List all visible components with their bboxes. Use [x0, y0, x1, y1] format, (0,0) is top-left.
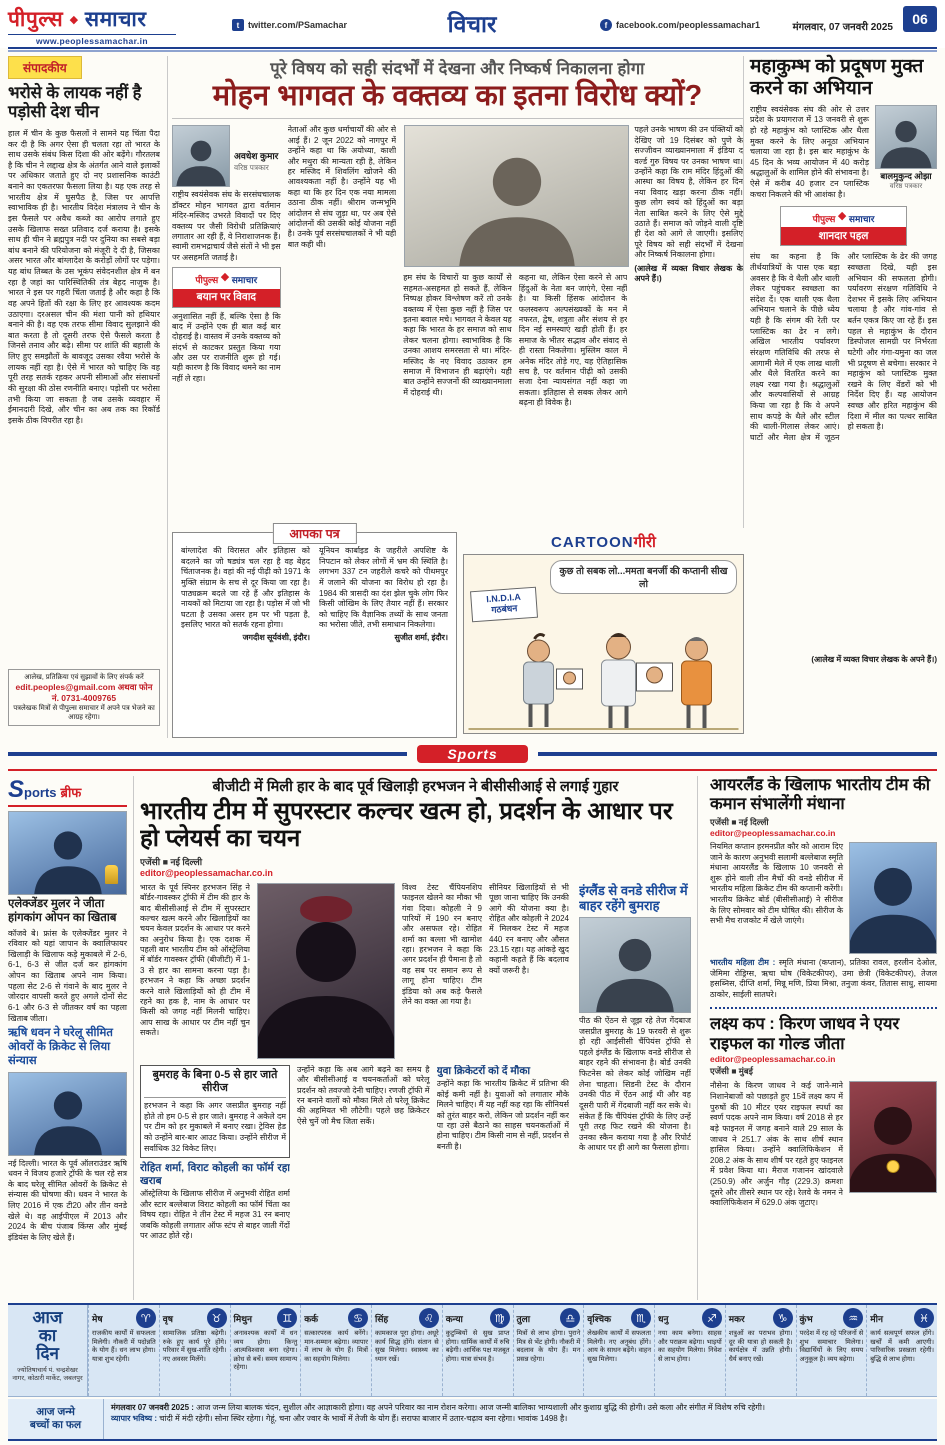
- masthead-rule: [8, 47, 937, 50]
- zodiac-leo-icon: ♌: [419, 1308, 439, 1328]
- sports-main-columns: [140, 883, 569, 1300]
- subhead-rohit-virat-body: ऑस्ट्रेलिया के खिलाफ सीरीज में अनुभवी रोहित शर्मा और स्टार बल्लेबाज विराट कोहली का फॉर्म चिंता का विषय रहा। रोहित ने तीन टेस्ट में महज 31 रन बनाए जबकि कोहली लगातार ऑफ स्टंप से बाहर जाती गेंदों पर आउट होते रहे।: [140, 1189, 290, 1240]
- zodiac-name: धनु: [658, 1313, 669, 1324]
- cartoon-title-en: CARTOON: [551, 534, 634, 551]
- author-name: बालमुकुन्द ओझा: [880, 170, 932, 181]
- astrologer-credit: ज्योतिषाचार्य पं. चन्द्रशेखर नागर, कोठारी मार्केट, जबलपुर: [12, 1366, 83, 1382]
- womens-team-players: स्मृति मंधाना (कप्तान), प्रतिका रावल, हरलीन देओल, जेमिमा रोड्रिग्स, ऋचा घोष (विकेटकीपर), उमा छेत्री (विकेटकीपर), तेजल हसब्निस, दीप्ति शर्मा, मिन्नू मणि, प्रिया मिश्रा, तनुजा कंवर, तितास साधु, सायमा ठाकोर, साईली सातघरे।: [710, 957, 937, 999]
- logo-text: [8, 5, 176, 33]
- agency-byline: एजेंसी ■ नई दिल्ली: [140, 856, 203, 867]
- editor-email: editor@peoplessamachar.co.in: [710, 1054, 836, 1065]
- editorial-contact-email: edit.peoples@gmail.com अथवा फोन नं. 0731-4009765: [15, 682, 153, 704]
- zodiac-text: मित्रों से लाभ होगा। पुराने मित्र से भेंट होगी। नौकरी में बदलाव के योग हैं। मन प्रसन्न रहेगा।: [516, 1330, 581, 1363]
- zodiac-cell: [159, 1305, 230, 1396]
- logo-diamond-icon: ◆: [69, 14, 79, 26]
- womens-team-label: भारतीय महिला टीम :: [710, 957, 776, 967]
- brief-headline-dhawan: ऋषि धवन ने घरेलू सीमित ओवरों के क्रिकेट से लिया संन्यास: [8, 1027, 113, 1067]
- logo-first-word: पीपुल्स: [8, 8, 64, 31]
- bumrah-headline: इंग्लैंड से वनडे सीरीज में बाहर रहेंगे बुमराह: [579, 882, 688, 914]
- zodiac-scorpio-icon: ♏: [631, 1308, 651, 1328]
- zodiac-text: शत्रुओं का पराभव होगा। दूर की यात्रा हो सकती है। कार्यक्षेत्र में उन्नति होगी। धैर्य बनाए रखें।: [728, 1330, 793, 1363]
- kiran-photo: [849, 1081, 937, 1193]
- zodiac-cell: [442, 1305, 513, 1396]
- brief-body-dhawan: नई दिल्ली। भारत के पूर्व ऑलराउंडर ऋषि धवन ने विजय हजारे ट्रॉफी के चल रहे सत्र के बाद घरेलू सीमित ओवरों के क्रिकेट से संन्यास की घोषणा की। धवन ने भारत के लिए 2016 में एक टी20 और तीन वनडे खेले थे। वह आईपीएल में 2013 और 2024 के बीच पंजाब किंग्स और मुंबई इंडियंस के लिए खेले हैं।: [8, 1158, 127, 1242]
- mandhana-body: नियमित कप्तान हरमनप्रीत कौर को आराम दिए जाने के कारण अनुभवी सलामी बल्लेबाज स्मृति मंधाना आयरलैंड के खिलाफ 10 जनवरी से शुरू होने वाली तीन मैचों की वनडे सीरीज में भारतीय महिला क्रिकेट टीम की कप्तानी करेंगी। भारतीय क्रिकेट बोर्ड (बीसीसीआई) ने सीरीज के लिए सोमवार को टीम घोषित की। सीरीज के सभी मैच राजकोट में खेले जाएंगे।: [710, 841, 843, 926]
- author-photo: [172, 125, 230, 187]
- editorial-contact-line3: पत्रलेखक मित्रों से पीपुल्स समाचार में अपने पत्र भेजने का आग्रह रहेगा।: [13, 705, 155, 722]
- born-today-label: [8, 1399, 104, 1439]
- zodiac-name: सिंह: [375, 1313, 389, 1324]
- zodiac-capricorn-icon: ♑: [773, 1308, 793, 1328]
- twitter-icon: t: [232, 19, 244, 31]
- born-today-label-line2: बच्चों का फल: [29, 1419, 82, 1431]
- section-title: विचार: [447, 11, 497, 37]
- zodiac-name: वृश्चिक: [587, 1313, 612, 1324]
- sports-main-row1: [140, 883, 569, 1059]
- author-title: वरिष्ठ पत्रकार: [889, 182, 923, 190]
- zodiac-cell: [230, 1305, 301, 1396]
- opinion-headline: मोहन भागवत के वक्तव्य का इतना विरोध क्यों?: [212, 80, 703, 112]
- sports-banner: [8, 744, 937, 764]
- cartoon-box: [463, 532, 744, 738]
- zodiac-taurus-icon: ♉: [207, 1308, 227, 1328]
- controversy-badge: [172, 267, 281, 307]
- sports-main-article: [140, 776, 698, 1300]
- zodiac-text: राजकीय कार्यों में सफलता मिलेगी। नौकरी में पदोन्नति के योग हैं। धन लाभ होगा। यात्रा शुभ रहेगी।: [92, 1330, 156, 1363]
- badge-label: बयान पर विवाद: [173, 289, 280, 307]
- subhead-young-cricketers: युवा क्रिकेटरों को दें मौका: [436, 1064, 531, 1077]
- born-today-text: आज जन्म लिया बालक चंदन, सुशील और आज्ञाकारी होगा। वह अपने परिवार का नाम रोशन करेगा। आज जन्मी बालिका भाग्यशाली और कुशाग्र बुद्धि की होगी। उसे कला और संगीत में विशेष रुचि रहेगी।: [196, 1403, 766, 1412]
- zodiac-cell: [654, 1305, 725, 1396]
- zodiac-text: अनावश्यक कार्यों में धन व्यय होगा। किन्तु आत्मविश्वास बना रहेगा। क्रोध से बचें। समय सामान्य रहेगा।: [233, 1330, 298, 1372]
- zodiac-name: तुला: [516, 1313, 531, 1324]
- zodiac-name: कुंभ: [799, 1313, 813, 1324]
- horoscope-strip: [8, 1303, 937, 1397]
- mandhana-photo: [849, 842, 937, 954]
- newspaper-logo: [8, 5, 176, 46]
- series-box-column: [140, 1065, 290, 1300]
- letter-item: [319, 546, 448, 732]
- letter-item: [181, 546, 310, 732]
- initiative-badge: [780, 206, 907, 246]
- womens-team-list: [710, 958, 937, 1001]
- facebook-handle-text: facebook.com/peoplessamachar1: [616, 20, 761, 30]
- mahakumbh-article: [750, 56, 937, 738]
- article-endnote: (आलेख में व्यक्त विचार लेखक के अपने हैं।): [634, 263, 743, 283]
- issue-date: मंगलवार, 07 जनवरी 2025: [792, 22, 893, 33]
- harbhajan-kicker: बीजीटी में मिली हार के बाद पूर्व खिलाड़ी हरभजन ने बीसीसीआई से लगाई गुहार: [212, 779, 619, 795]
- masthead: [0, 0, 945, 48]
- facebook-handle: [600, 19, 760, 31]
- badge-logo-first: पीपुल्स: [195, 275, 219, 286]
- zodiac-name: कर्क: [304, 1313, 319, 1324]
- zodiac-cell: [866, 1305, 937, 1396]
- opinion-article: [172, 56, 744, 528]
- letters-columns: [181, 546, 448, 732]
- subhead-rohit-virat: रोहित शर्मा, विराट कोहली का फॉर्म रहा खराब: [140, 1162, 290, 1187]
- person-silhouette-icon: [581, 927, 689, 1012]
- letters-box: [172, 527, 457, 738]
- zodiac-cell: [88, 1305, 159, 1396]
- born-today-line: [111, 1402, 930, 1413]
- brief-header-hindi: ब्रीफ: [60, 785, 82, 800]
- horoscope-title: [8, 1305, 88, 1396]
- agency-byline: एजेंसी ■ नई दिल्ली: [710, 816, 769, 827]
- zodiac-cell: [371, 1305, 442, 1396]
- letter-body: बांग्लादेश की विरासत और इतिहास को बदलने का जो षड्यंत्र चल रहा है वह बेहद चिंताजनक है। वहां की नई पीढ़ी को 1971 के मुक्ति संग्राम के सच से दूर किया जा रहा है। पाठ्यक्रम बदले जा रहे हैं और इतिहास के नायकों को मिटाया जा रहा है। पड़ोस में जो भी घटता है उसका असर हम पर भी पड़ता है, इसलिए भारत को सतर्क रहना होगा।: [181, 546, 310, 630]
- young-cricketers-column: [437, 1065, 570, 1300]
- brief-header-s: S: [8, 776, 25, 803]
- brief-headline-muller: एलेक्जेंडर मुलर ने जीता हांगकांग ओपन का खिताब: [8, 898, 117, 924]
- opinion-article-columns: [172, 125, 743, 517]
- banner-line: [8, 752, 407, 756]
- author-meta: [234, 125, 278, 187]
- sports-right-column: [704, 776, 937, 1300]
- cartoon-drawing: [463, 554, 744, 734]
- horoscope-title-line2: का: [38, 1325, 57, 1345]
- zodiac-cell: [725, 1305, 796, 1396]
- series-box: [140, 1065, 290, 1159]
- horoscope-title-line1: आज: [32, 1308, 63, 1327]
- article-column: हम संघ के विचारों या कुछ कार्यों से सहमत-असहमत हो सकते हैं, लेकिन निष्पक्ष होकर विश्लेषण करें तो उनके वक्तव्य में ऐसा कुछ नहीं है जिस पर इतना बवाल मचे। भागवत ने केवल यह कहा कि भारत के हर समाज को साथ लेकर चलना होगा। स्वाभाविक है कि उनका आशय समरसता से था। मंदिर-मस्जिद के नए विवाद उठाकर हम समाज में विभाजन ही बढ़ाएंगे। यही बात उन्होंने सज्जनों की व्याख्यानमाला में दोहराई थी।: [403, 273, 512, 397]
- trade-forecast-text: चांदी में मंदी रहेगी। सोना स्थिर रहेगा। गेहूं, चना और ज्वार के भावों में तेजी के योग हैं। सराफा बाजार में उतार-चढ़ाव बना रहेगा। भावांक 1498 है।: [159, 1414, 568, 1424]
- zodiac-aquarius-icon: ♒: [843, 1308, 863, 1328]
- zodiac-name: वृष: [162, 1313, 173, 1324]
- article-column: कहना था, लेकिन ऐसा करने से आप हिंदुओं के नेता बन जाएंगे, ऐसा नहीं है। या किसी हिंसक आंदोलन के फलस्वरूप अल्पसंख्यकों के मन में नफरत, द्वेष, शत्रुता और संशय से हर दिन नई समस्याएं खड़ी होती हैं। हर समाज के भीतर सद्भाव और संवाद से ही रास्ता निकलेगा। मुस्लिम काल में अनेक मंदिर तोड़े गए, यह ऐतिहासिक सच है, पर वर्तमान पीढ़ी को उसकी सजा देना न्यायसंगत नहीं कहा जा सकता। इतिहास से सबक लेकर आगे बढ़ना ही विवेक है।: [518, 273, 628, 408]
- zodiac-text: सामाजिक प्रतिष्ठा बढ़ेगी। रुके हुए कार्य पूरे होंगे। परिवार में सुख-शांति रहेगी। नए अवसर मिलेंगे।: [162, 1330, 227, 1363]
- twitter-handle: [232, 19, 347, 31]
- series-box-title: बुमराह के बिना 0-5 से हार जाते सीरीज: [144, 1069, 286, 1098]
- article-text: राष्ट्रीय स्वयंसेवक संघ के सरसंघचालक डॉक्टर मोहन भागवत द्वारा वर्तमान मंदिर-मस्जिद उभरते विवादों पर दिए वक्तव्य पर जैसी विरोधी प्रतिक्रियाएं लगातार आ रही हैं, वे निराशाजनक हैं। स्वामी रामभद्राचार्य जैसे संतों ने भी इस पर असहमति जताई है।: [172, 190, 281, 262]
- zodiac-name: मिथुन: [233, 1313, 252, 1324]
- editor-email: editor@peoplessamachar.co.in: [140, 867, 273, 878]
- mahakumbh-intro: राष्ट्रीय स्वयंसेवक संघ की ओर से उत्तर प्रदेश के प्रयागराज में 13 जनवरी से शुरू हो रहे महाकुंभ को प्लास्टिक और थैला मुक्त करने के लिए अनूठा अभियान चलाया जा रहा है। इस बार महाकुंभ के 45 दिन के भव्य आयोजन में 40 करोड़ श्रद्धालुओं के शामिल होने की संभावना है। ऐसे में करीब 40 हजार टन प्लास्टिक कचरा निकलने की भी आशंका है।: [750, 104, 869, 199]
- bottom-forecast-text: [104, 1399, 937, 1439]
- mahakumbh-headline: महाकुम्भ को प्रदूषण मुक्त करने का अभियान: [750, 56, 924, 99]
- cartoon-title: [463, 532, 744, 552]
- facebook-icon: f: [600, 19, 612, 31]
- bhagwat-photo: [404, 125, 629, 267]
- sports-main-content: [140, 883, 691, 1300]
- sports-briefs-column: [8, 776, 134, 1300]
- article-text: पहले उनके भाषण की उन पंक्तियों को देखिए जो 19 दिसंबर को पुणे के सज्जीवन व्याख्यानमाला में इंडिया द वर्ल्ड गुरु विषय पर उनका भाषण था। उन्होंने कहा कि राम मंदिर हिंदुओं की आस्था का विषय है, लेकिन हर दिन नया विवाद खड़ा करना ठीक नहीं। कुछ लोग स्वयं को हिंदुओं का बड़ा नेता साबित करने के लिए ऐसे मुद्दे उठाते हैं। समाज को जोड़ने वाली दृष्टि ही देश को आगे ले जाएगी। इसलिए पूरे विषय को सही संदर्भों में देखना और निष्कर्ष निकालना होगा।: [634, 125, 743, 260]
- kiran-row: [710, 1081, 937, 1209]
- series-box-body: हरभजन ने कहा कि अगर जसप्रीत बुमराह नहीं होते तो हम 0-5 से हार जाते। बुमराह ने अकेले दम पर टीम को हर मुकाबले में बनाए रखा। ट्रेविस हेड को उन्होंने बार-बार आउट किया। उन्होंने सीरीज में सर्वाधिक 32 विकेट लिए।: [144, 1101, 286, 1153]
- sports-main-row2: [140, 1065, 569, 1300]
- cartoon-placard: I.N.D.I.A गठबंधन: [470, 587, 538, 622]
- article-column: [172, 125, 281, 517]
- zodiac-cancer-icon: ♋: [348, 1308, 368, 1328]
- editorial-label: संपादकीय: [8, 56, 82, 79]
- sports-banner-label: Sports: [417, 745, 527, 763]
- badge-logo: [173, 268, 280, 289]
- author-card: [172, 125, 281, 187]
- sports-brief-header: [8, 776, 127, 807]
- zodiac-libra-icon: ♎: [560, 1308, 580, 1328]
- author-photo: [875, 105, 937, 169]
- zodiac-text: सत्कारपरक कार्य बनेंगे। मान-सम्मान बढ़ेगा। व्यापार में लाभ के योग हैं। मित्रों का सहयोग मिलेगा।: [304, 1330, 368, 1363]
- zodiac-name: मीन: [870, 1313, 883, 1324]
- person-silhouette-icon: [172, 133, 230, 187]
- logo-second-word: समाचार: [84, 8, 147, 31]
- opinion-kicker: पूरे विषय को सही संदर्भों में देखना और निष्कर्ष निकालना होगा: [270, 60, 645, 78]
- zodiac-name: कन्या: [445, 1313, 463, 1324]
- bumrah-photo: [579, 917, 691, 1013]
- badge-logo-first: पीपुल्स: [812, 214, 836, 225]
- dhawan-photo: [8, 1072, 127, 1156]
- article-column: भारत के पूर्व स्पिनर हरभजन सिंह ने बॉर्डर-गावस्कर ट्रॉफी में टीम की हार के बाद बीसीसीआई से टीम में सुपरस्टार कल्चर खत्म करने और खिलाड़ियों का चयन केवल प्रदर्शन के आधार पर करने का अनुरोध किया है। एक दशक में पहली बार भारतीय टीम को ऑस्ट्रेलिया में बॉर्डर गावस्कर ट्रॉफी (बीजीटी) में 1-3 से हार का सामना करना पड़ा है। हरभजन ने कहा कि अच्छा प्रदर्शन करने वाले खिलाड़ियों को ही टीम में रहने का हक है, नाम के आधार पर किसी को जगह नहीं मिलनी चाहिए। आप साख के आधार पर टीम नहीं चुन सकते।: [140, 882, 250, 1038]
- editorial-headline: भरोसे के लायक नहीं है पड़ोसी देश चीन: [8, 84, 142, 122]
- article-text: अनुशासित नहीं हैं, बल्कि ऐसा है कि बाद में उन्होंने एक ही बात कई बार दोहराई है। वास्तव में उनके वक्तव्य को संदर्भ से काटकर प्रस्तुत किया गया और उस पर राजनीति शुरू हो गई। यही कारण है कि विवाद थमने का नाम नहीं ले रहा।: [172, 311, 281, 383]
- author-name: अवधेश कुमार: [234, 151, 279, 162]
- gold-medal-icon: [888, 1161, 899, 1172]
- harbhajan-headline: भारतीय टीम में सुपरस्टार कल्चर खत्म हो, प्रदर्शन के आधार पर हो प्लेयर्स का चयन: [140, 798, 673, 852]
- zodiac-text: लेखकीय कार्यों में सफलता मिलेगी। नए अनुबंध होंगे। आय के साधन बढ़ेंगे। वाहन सुख मिलेगा।: [587, 1330, 651, 1363]
- article-column: सीनियर खिलाड़ियों से भी पूछा जाना चाहिए कि उनकी आगे की योजना क्या है। रोहित और कोहली ने 2024 में मिलकर टेस्ट में महज 440 रन बनाए और औसत 23.15 रहा। यह आंकड़े खुद कहानी कहते हैं कि बदलाव क्यों जरूरी है।: [489, 882, 569, 975]
- zodiac-sagittarius-icon: ♐: [702, 1308, 722, 1328]
- sports-red-rule: [8, 769, 937, 771]
- mahakumbh-body: संघ का कहना है कि तीर्थयात्रियों के पास एक बड़ा अवसर है कि वे थैली और थाली लेकर पहुंचकर स्वच्छता का संदेश दें। एक थाली एक थैला अभियान चलाने के पीछे ध्येय यही है कि संगम की रेती पर प्लास्टिक का ढेर न लगे। अखिल भारतीय पर्यावरण संरक्षण गतिविधि की तरफ से आगामी मेले में एक लाख थाली और थैले वितरित करने का लक्ष्य रखा गया है। श्रद्धालुओं और कल्पवासियों से आग्रह किया जा रहा है कि वे अपने साथ कपड़े के थैले और स्टील की थाली-गिलास लेकर आएं। घाटों और मेला क्षेत्र में जूठन और प्लास्टिक के ढेर की जगह स्वच्छता दिखे, यही इस अभियान की सफलता होगी। पर्यावरण संरक्षण गतिविधि ने देशभर में इसके लिए अभियान चलाया है और गांव-गांव से बर्तन एकत्र किए जा रहे हैं। इस पहल से महाकुंभ के दौरान डिस्पोजल सामग्री पर निर्भरता घटेगी और गंगा-यमुना का जल भी प्रदूषण से बचेगा। सरकार ने महाकुंभ को प्लास्टिक मुक्त रखने के लिए वेंडरों को भी निर्देश दिए हैं। यह आयोजन स्वच्छ और हरित महाकुंभ की दिशा में मील का पत्थर साबित हो सकता है।: [750, 252, 937, 442]
- person-silhouette-icon: [875, 113, 937, 169]
- headline-rule: [172, 118, 743, 119]
- zodiac-name: मकर: [728, 1313, 745, 1324]
- zodiac-cell: [513, 1305, 584, 1396]
- editorial-body: हाल में चीन के कुछ फैसलों ने सामने यह चिंता पैदा कर दी है कि अगर ऐसा ही चलता रहा तो भारत के साथ उसके संबंध किस दिशा की ओर बढ़ेंगे। गौरतलब है कि चीन ने लद्दाख क्षेत्र के अंतर्गत आने वाले इलाकों पर अधिकार जताते हुए दो नए प्रशासनिक काउंटी बनाने का एकतरफा फैसला लिया है। यह एक तरह से भारतीय क्षेत्र में घुसपैठ है, जिस पर आपत्ति स्वाभाविक ही है। भारतीय विदेश मंत्रालय ने चीन के इस फैसले पर अवैध कब्जे का आरोप लगाते हुए उसके खिलाफ सख्त प्रतिवाद दर्ज कराया है। इसके साथ ही चीन ने ब्रह्मपुत्र नदी पर दुनिया का सबसे बड़ा बांध बनाने की परियोजना को मंजूरी दे दी है, जिसका असर भारत और बांग्लादेश के करोड़ों लोगों पर पड़ेगा। यह बांध तिब्बत के उस भूकंप संवेदनशील क्षेत्र में बन रहा है जहां का पारिस्थितिकी तंत्र बेहद नाजुक है। भारत ने इस पर गहरी चिंता जताई है और कहा है कि वह अपने हितों की रक्षा के लिए हर आवश्यक कदम उठाएगा। दरअसल चीन की मंशा पानी को हथियार बनाने की है। वह एक तरफ सीमा विवाद सुलझाने की बात करता है तो दूसरी तरफ ऐसे फैसले करता है जिनसे तनाव और बढ़े। सीमा पर शांति की बहाली के लिए हुए समझौतों के बावजूद उसका रवैया भरोसे के लायक नहीं रहा है। ऐसे में भारत को चाहिए कि वह पूरी तरह सतर्क रहकर अपनी सीमाओं और संसाधनों की सुरक्षा की ठोस रणनीति बनाए। पड़ोसी पर भरोसा तभी किया जा सकता है जब उसके व्यवहार में ईमानदारी दिखे, और चीन का अब तक का रिकॉर्ड इसके ठीक विपरीत रहा है।: [8, 128, 160, 425]
- subhead-young-cricketers-body: उन्होंने कहा कि भारतीय क्रिकेट में प्रतिभा की कोई कमी नहीं है। युवाओं को लगातार मौके मिलने चाहिए। मैं यह नहीं कह रहा कि सीनियर्स को तुरंत बाहर करो, लेकिन जो प्रदर्शन नहीं कर पा रहा उसे बैठाने का साहस चयनकर्ताओं में होना चाहिए। टीम किसी नाम से नहीं, प्रदर्शन से बनती है।: [436, 1079, 569, 1151]
- zodiac-name: मेष: [92, 1313, 103, 1324]
- zodiac-text: परदेश में रह रहे परिजनों से शुभ समाचार मिलेगा। विद्यार्थियों के लिए समय अनुकूल है। व्यय बढ़ेगा।: [799, 1330, 864, 1363]
- person-silhouette-icon: [436, 140, 597, 268]
- article-column: नेताओं और कुछ धर्माचार्यों की ओर से आई हैं। 2 जून 2022 को नागपुर में उन्होंने कहा था कि अयोध्या, काशी और मथुरा की मान्यता रही है, लेकिन हर मस्जिद में शिवलिंग खोजने की आवश्यकता नहीं है। उन्होंने यह भी कहा था कि हर दिन एक नया मामला उठाना ठीक नहीं। श्रीराम जन्मभूमि आंदोलन से संघ जुड़ा था, पर अब ऐसे आंदोलनों की उसकी कोई योजना नहीं है। उनके पूर्व सरसंघचालकों ने भी यही बात कही थी।: [287, 125, 397, 249]
- zodiac-aries-icon: ♈: [136, 1308, 156, 1328]
- born-today-date: मंगलवार 07 जनवरी 2025 :: [111, 1403, 194, 1412]
- bumrah-body: पीठ की ऐंठन से जूझ रहे तेज गेंदबाज जसप्रीत बुमराह के 19 फरवरी से शुरू हो रही आईसीसी चैंपियंस ट्रॉफी से पहले इंग्लैंड के खिलाफ वनडे सीरीज से बाहर रहने की संभावना है। बोर्ड उनकी फिटनेस को लेकर कोई जोखिम नहीं लेना चाहता। सिडनी टेस्ट के दौरान उनकी पीठ में ऐंठन आई थी और वह दूसरी पारी में गेंदबाजी नहीं कर सके थे। संकेत हैं कि चैंपियंस ट्रॉफी के लिए उन्हें पूरी तरह फिट रखने की योजना है। उनका स्कैन कराया गया है और रिपोर्ट के आधार पर ही आगे का फैसला होगा।: [579, 1015, 691, 1153]
- zodiac-text: नया काम बनेगा। साहस और पराक्रम बढ़ेगा। भाइयों का सहयोग मिलेगा। निवेश से लाभ होगा।: [658, 1330, 722, 1363]
- badge-logo-second: समाचार: [231, 275, 258, 286]
- editorial-contact-line1: आलेख, प्रतिक्रिया एवं सुझावों के लिए संपर्क करें: [24, 673, 144, 681]
- cartoon-speech-bubble: कुछ तो सबक लो...ममता बनर्जी की कप्तानी सीख लो: [550, 560, 737, 594]
- editorial-contact-box: [8, 669, 160, 726]
- logo-website: www.peoplessamachar.in: [8, 34, 176, 46]
- zodiac-cell: [583, 1305, 654, 1396]
- tennis-trophy-photo: [8, 811, 127, 895]
- mahakumbh-intro-row: [750, 105, 937, 201]
- badge-diamond-icon: ◆: [220, 271, 230, 284]
- badge-logo-second: समाचार: [848, 214, 875, 225]
- article-endnote: (आलेख में व्यक्त विचार लेखक के अपने हैं।): [811, 655, 937, 665]
- trophy-icon: [105, 865, 118, 884]
- person-silhouette-icon: [20, 821, 114, 895]
- article-column: विश्व टेस्ट चैंपियनशिप फाइनल खेलने का मौका भी गंवा दिया। कोहली ने 9 पारियों में 190 रन बनाए और असफल रहे। रोहित शर्मा का बल्ला भी खामोश रहा। हरभजन ने कहा कि अगर प्रदर्शन ही पैमाना है तो वह सब पर समान रूप से लागू होना चाहिए। टीम इंडिया को अब कड़े फैसले लेने का वक्त आ गया है।: [402, 882, 482, 1007]
- bottom-strip: [8, 1399, 937, 1441]
- kiran-body: नौसेना के किरण जाधव ने कई जाने-माने निशानेबाजों को पछाड़ते हुए 15वें लक्ष्य कप में पुरुषों की 10 मीटर एयर राइफल स्पर्धा का स्वर्ण पदक अपने नाम किया। वर्ष 2018 से हर बड़े फाइनल में जगह बनाने वाले 29 साल के जाधव ने 251.7 अंक के साथ शीर्ष स्थान हासिल किया। उन्होंने क्वालिफिकेशन में 208.2 अंक के साथ शीर्ष पर रहते हुए फाइनल में प्रवेश किया था। मैराज गजानन खांदवाले (250.9) और अर्जुन गौड़ (229.3) क्रमशः दूसरे और तीसरे स्थान पर रहे। रेलवे के नमन ने क्वालिफिकेशन में 629.0 अंक जुटाए।: [710, 1081, 843, 1208]
- agency-byline: एजेंसी ■ मुंबई: [710, 1066, 753, 1077]
- zodiac-text: कुटुम्बियों से सुख प्राप्त होगा। धार्मिक कार्यों में रुचि बढ़ेगी। आर्थिक पक्ष मजबूत होगा। यात्रा संभव है।: [445, 1330, 510, 1363]
- person-silhouette-icon: [849, 1093, 937, 1193]
- article-column: [634, 125, 743, 517]
- zodiac-cell: [300, 1305, 371, 1396]
- article-column: उन्होंने कहा कि अब आगे बढ़ने का समय है और बीसीसीआई व चयनकर्ताओं को घरेलू प्रदर्शन को तवज्जो देनी चाहिए। रणजी ट्रॉफी में रन बनाने वालों को मौका मिले तो घरेलू क्रिकेट की अहमियत भी लौटेगी। पहले छह क्रिकेटर ऐसे चुनें जो मैच जिता सकें।: [297, 1064, 430, 1126]
- bumrah-sidebar: [579, 883, 691, 1300]
- badge-diamond-icon: ◆: [837, 210, 847, 223]
- brief-body-muller: कॉजवे बे। फ्रांस के एलेक्जेंडर मुलर ने रविवार को यहां जापान के क्वालिफायर खिलाड़ी के खिलाफ कड़े मुकाबले में 2-6, 6-1, 6-3 से जीत दर्ज कर हांगकांग ओपन का खिताब अपने नाम किया। पहला सेट 2-6 से गंवाने के बाद मुलर ने जोरदार वापसी करते हुए अगले दोनों सेट 6-1 और 6-3 से जीतकर वर्ष का पहला खिताब जीता।: [8, 928, 127, 1023]
- harbhajan-photo: [257, 883, 395, 1059]
- person-silhouette-icon: [849, 854, 937, 954]
- zodiac-text: कार्य सत्वपूर्ण सफल होंगे। खर्चों में कमी आएगी। पारिवारिक प्रसन्नता रहेगी। बुद्धि से लाभ होगा।: [870, 1330, 934, 1363]
- letter-signature: जगदीश सूर्यवंशी, इंदौर।: [242, 633, 310, 642]
- editor-email: editor@peoplessamachar.co.in: [710, 827, 836, 838]
- letter-signature: सुजीत शर्मा, इंदौर।: [394, 633, 448, 642]
- badge-logo: [781, 207, 906, 227]
- kiran-headline: लक्ष्य कप : किरण जाधव ने एयर राइफल का गोल्ड जीता: [710, 1015, 900, 1053]
- trade-forecast-label: व्यापार भविष्य :: [111, 1414, 158, 1424]
- banner-line: [538, 752, 937, 756]
- born-today-label-line1: आज जन्मे: [36, 1406, 75, 1419]
- zodiac-gemini-icon: ♊: [277, 1308, 297, 1328]
- page-number: 06: [903, 6, 937, 32]
- horoscope-title-line3: दिन: [36, 1343, 59, 1363]
- letters-title: आपका पत्र: [272, 523, 356, 544]
- letter-body: यूनियन कार्बाइड के जहरीले अपशिष्ट के निपटान को लेकर लोगों में भ्रम की स्थिति है। लगभग 337 टन जहरीले कचरे को पीथमपुर में जलाने की योजना का विरोध हो रहा है। 1984 की त्रासदी का दंश झेल चुके लोग फिर किसी जोखिम के लिए तैयार नहीं हैं। सरकार को चाहिए कि वैज्ञानिक तथ्यों के साथ जनता का भरोसा जीते, तभी समाधान निकलेगा।: [319, 546, 448, 630]
- person-silhouette-icon: [20, 1081, 114, 1155]
- editorial-section: [8, 56, 168, 738]
- cartoon-figures-icon: [464, 605, 743, 733]
- cartoon-title-hi: गीरी: [633, 534, 656, 551]
- section-divider: [710, 1007, 937, 1009]
- brief-header-ports: ports: [24, 785, 57, 800]
- zodiac-cell: [796, 1305, 867, 1396]
- person-silhouette-icon: [257, 900, 395, 1059]
- zodiac-text: कामकाज पूरा होगा। अधूरे कार्य सिद्ध होंगे। संतान से सुख मिलेगा। स्वास्थ्य का ध्यान रखें।: [375, 1330, 439, 1363]
- badge-label: शानदार पहल: [781, 227, 906, 245]
- trade-forecast-line: [111, 1413, 930, 1424]
- mandhana-headline: आयरलैंड के खिलाफ भारतीय टीम की कमान संभालेंगी मंधाना: [710, 776, 931, 814]
- mandhana-row: [710, 842, 937, 954]
- zodiac-virgo-icon: ♍: [490, 1308, 510, 1328]
- zodiac-pisces-icon: ♓: [914, 1308, 934, 1328]
- twitter-handle-text: twitter.com/PSamachar: [248, 20, 348, 30]
- author-card: [875, 105, 937, 201]
- author-title: वरिष्ठ पत्रकार: [234, 162, 269, 172]
